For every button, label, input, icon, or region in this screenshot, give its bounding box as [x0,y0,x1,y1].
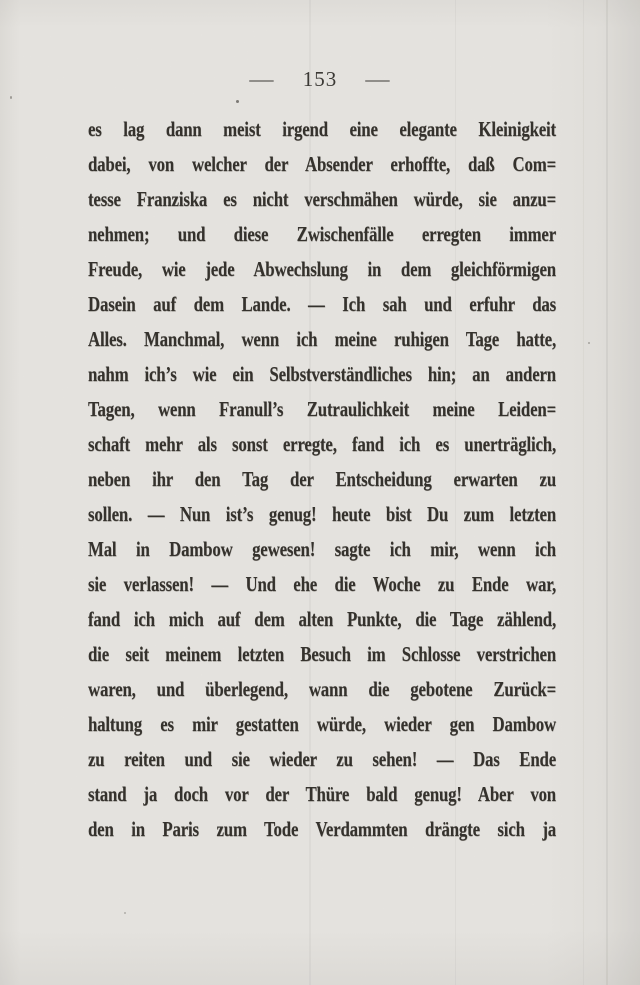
text-line: nehmen; und diese Zwischenfälle erregten immer [88,222,556,246]
text-line: den in Paris zum Tode Verdammten drängte sich ja [88,817,556,841]
page-number: 153 [302,66,338,91]
body-text-block [88,112,640,847]
text-line: nahm ich’s wie ein Selbstverständliches hin; an andern [88,362,556,386]
text-line: haltung es mir gestatten würde, wieder gen Dambow [88,712,556,736]
ink-speck [124,912,126,914]
ink-speck [10,96,12,99]
text-line: Freude, wie jede Abwechslung in dem gleichförmigen [88,257,556,281]
text-line: neben ihr den Tag der Entscheidung erwarten zu [88,467,556,491]
text-line: Alles. Manchmal, wenn ich meine ruhigen Tage hatte, [88,327,556,351]
text-line: dabei, von welcher der Absender erhoffte, daß Com= [88,152,556,176]
page-header [0,64,640,94]
text-line: die seit meinem letzten Besuch im Schlosse verstrichen [88,642,556,666]
text-line: Tagen, wenn Franull’s Zutraulichkeit meine Leiden= [88,397,556,421]
ink-speck [236,100,239,103]
text-line: zu reiten und sie wieder zu sehen! — Das Ende [88,747,556,771]
text-line: es lag dann meist irgend eine elegante Kleinigkeit [88,117,556,141]
text-line: schaft mehr als sonst erregte, fand ich es unerträglich, [88,432,556,456]
text-line: Mal in Dambow gewesen! sagte ich mir, wenn ich [88,537,556,561]
header-dash-right: — [365,66,391,91]
text-line: Dasein auf dem Lande. — Ich sah und erfuhr das [88,292,556,316]
text-line: stand ja doch vor der Thüre bald genug! Aber von [88,782,556,806]
text-line: tesse Franziska es nicht verschmähen würde, sie anzu= [88,187,556,211]
header-dash-left: — [249,66,275,91]
text-line: sollen. — Nun ist’s genug! heute bist Du zum letzten [88,502,556,526]
text-line: sie verlassen! — Und ehe die Woche zu Ende war, [88,572,556,596]
text-line: waren, und überlegend, wann die gebotene Zurück= [88,677,556,701]
text-line: fand ich mich auf dem alten Punkte, die Tage zählend, [88,607,556,631]
